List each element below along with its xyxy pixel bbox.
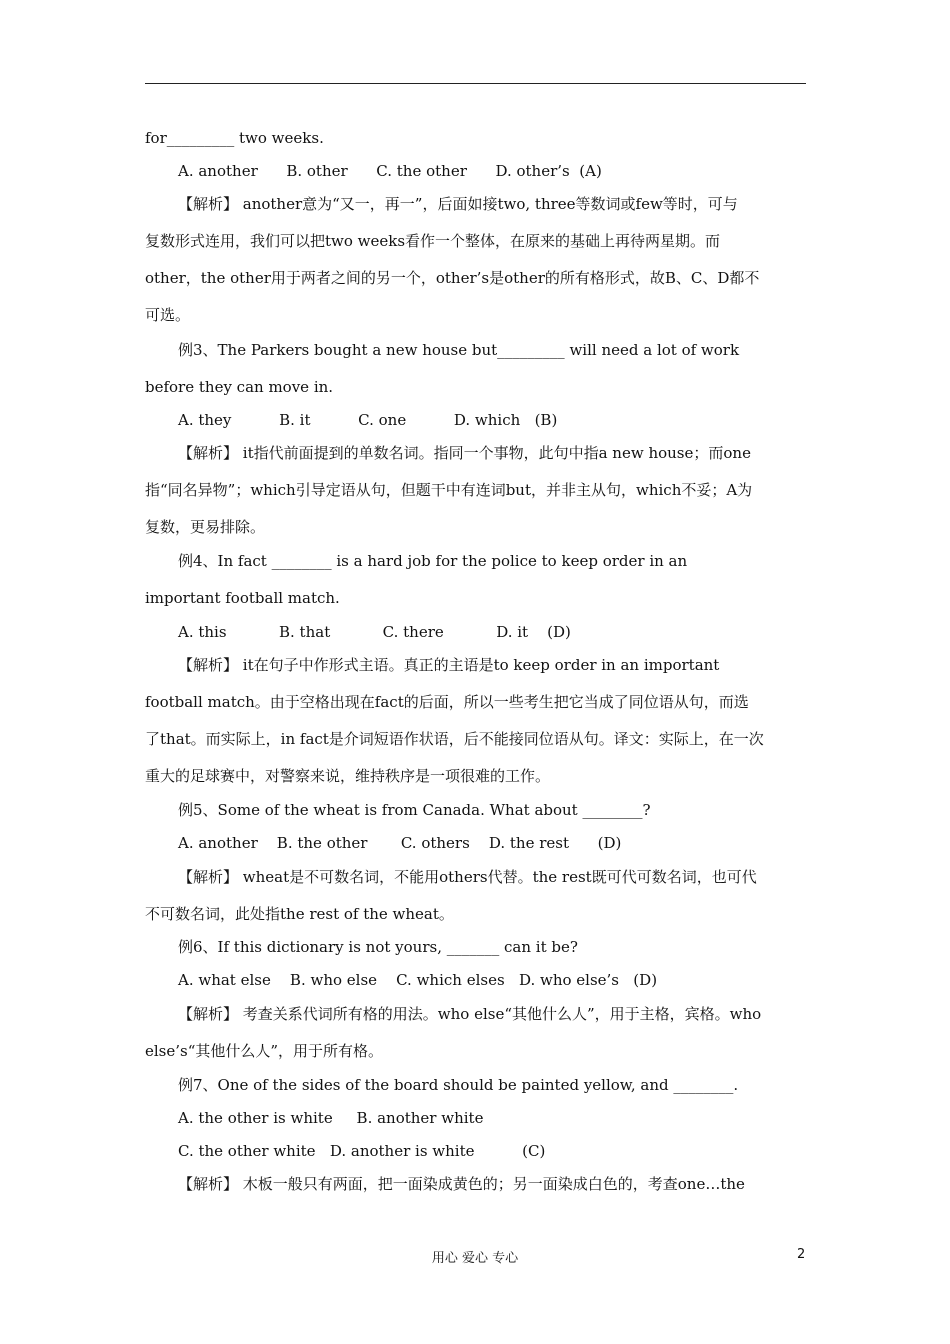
example-line: 例7、One of the sides of the board should be painted yellow, and ________. bbox=[178, 1076, 739, 1094]
text-line: before they can move in. bbox=[145, 378, 334, 396]
example-line: 例3、The Parkers bought a new house but_________ will need a lot of work bbox=[178, 341, 740, 359]
analysis-line: 【解析】 it指代前面提到的单数名词。指同一个事物，此句中指a new house；而one bbox=[178, 444, 751, 462]
example-line: 例4、In fact ________ is a hard job for the police to keep order in an bbox=[178, 552, 688, 570]
text-line: 了that。而实际上，in fact是介词短语作状语，后不能接同位语从句。译文：实际上，在一次 bbox=[145, 730, 764, 748]
text-line: football match。由于空格出现在fact的后面，所以一些考生把它当成了同位语从句，而选 bbox=[145, 693, 749, 711]
analysis-line: 【解析】 it在句子中作形式主语。真正的主语是to keep order in an important bbox=[178, 656, 720, 674]
page-number: 2 bbox=[797, 1247, 806, 1262]
text-line: 指“同名异物”；which引导定语从句，但题干中有连词but，并非主从句，which不妥；A为 bbox=[145, 481, 753, 499]
options-line: A. another B. other C. the other D. other’s (A) bbox=[178, 162, 602, 180]
analysis-line: 【解析】 wheat是不可数名词，不能用others代替。the rest既可代可数名词，也可代 bbox=[178, 868, 757, 886]
text-line: else’s“其他什么人”，用于所有格。 bbox=[145, 1042, 384, 1060]
example-line: 例5、Some of the wheat is from Canada. What about ________? bbox=[178, 801, 651, 819]
text-line: 不可数名词，此处指the rest of the wheat。 bbox=[145, 905, 454, 923]
example-line: 例6、If this dictionary is not yours, _______ can it be? bbox=[178, 938, 578, 956]
page-footer: 用心 爱心 专心 bbox=[431, 1251, 519, 1266]
analysis-line: 【解析】 another意为“又一，再一”，后面如接two, three等数词或few等时，可与 bbox=[178, 195, 738, 213]
analysis-line: 【解析】 木板一般只有两面，把一面染成黄色的；另一面染成白色的，考查one…the bbox=[178, 1175, 745, 1193]
text-line: 重大的足球赛中，对警察来说，维持秩序是一项很难的工作。 bbox=[145, 767, 551, 785]
text-line: for_________ two weeks. bbox=[145, 129, 324, 147]
text-line: 复数形式连用，我们可以把two weeks看作一个整体，在原来的基础上再待两星期。而 bbox=[145, 232, 721, 250]
options-line: A. the other is white B. another white bbox=[178, 1109, 484, 1127]
text-line: other，the other用于两者之间的另一个，other’s是other的所有格形式，故B、C、D都不 bbox=[145, 269, 760, 287]
options-line: C. the other white D. another is white (C) bbox=[178, 1142, 546, 1160]
options-line: A. what else B. who else C. which elses D. who else’s (D) bbox=[178, 971, 658, 989]
text-line: 可选。 bbox=[145, 306, 191, 324]
analysis-line: 【解析】 考查关系代词所有格的用法。who else“其他什么人”，用于主格，宾格。who bbox=[178, 1005, 762, 1023]
options-line: A. this B. that C. there D. it (D) bbox=[178, 623, 571, 641]
text-line: important football match. bbox=[145, 589, 340, 607]
options-line: A. they B. it C. one D. which (B) bbox=[178, 411, 558, 429]
options-line: A. another B. the other C. others D. the rest (D) bbox=[178, 834, 622, 852]
header-rule bbox=[145, 83, 806, 84]
text-line: 复数，更易排除。 bbox=[145, 518, 266, 536]
